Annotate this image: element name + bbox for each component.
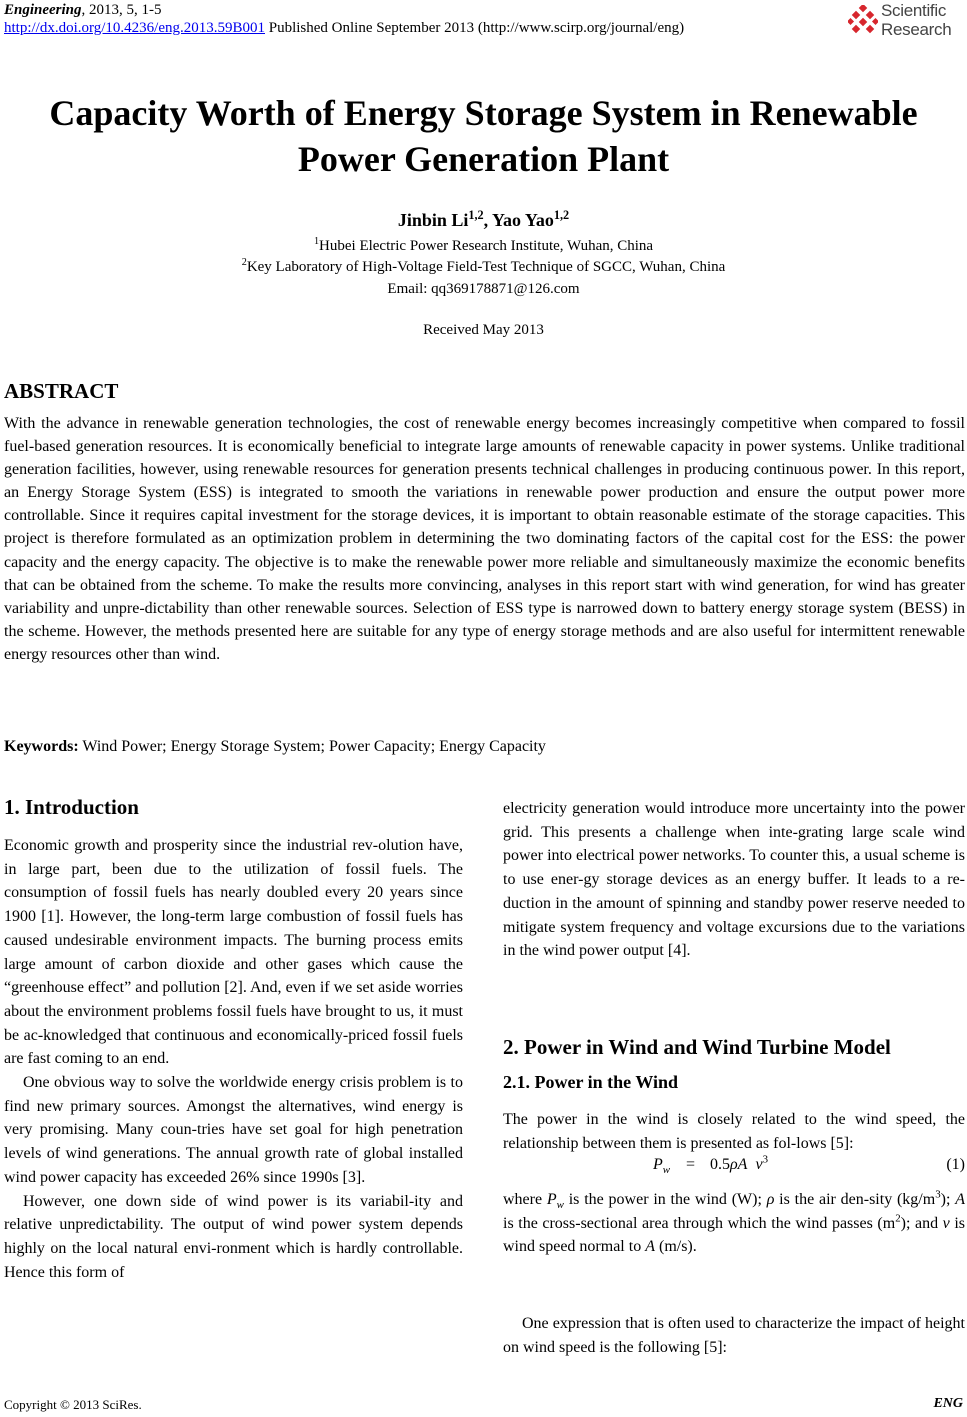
eq-rho-a: ρA [730, 1156, 748, 1173]
equation-rhs [710, 1153, 768, 1174]
scientific-research-logo [848, 1, 966, 43]
where-a2: A [645, 1238, 655, 1256]
eq-exponent: 3 [762, 1153, 768, 1166]
equation-lhs [653, 1156, 671, 1177]
section-2-where-paragraph [503, 1188, 965, 1259]
logo-line2: Research [881, 20, 952, 39]
journal-name: Engineering [4, 2, 82, 18]
where-t3: is the air den-sity (kg/m [774, 1191, 936, 1208]
paper-title [0, 90, 967, 182]
title-line2: Power Generation Plant [297, 139, 670, 179]
published-info: Published Online September 2013 (http://www.scirp.org/journal/eng) [264, 20, 685, 36]
eq-lhs-subscript: w [662, 1164, 671, 1177]
abstract-text: With the advance in renewable generation technologies, the cost of renewable energy becomes increasingly competitive when compared to fossil fuel-based generation resources. It is economically beneficial to integrate large amounts of renewable capacity in power systems. Unlike traditional generation facilities, however, using renewable resources for generation presents technical challenges in producing continuous power. In this report, an Energy Storage System (ESS) is integrated to smooth the variations in renewable power production and ensure the output power more controllable. Since it requires capital investment for the storage devices, it is important to obtain reasonable estimate of the storage capacities. This project is therefore formulated as an optimization problem in determining the two dominating factors of the capital cost for the ESS: the power capacity and the energy capacity. The objective is to make the renewable power more reliable and simultaneously maximize the economic benefits that can be obtained from the scheme. To make the results more convincing, analyses in this report start with wind generation, for wind has greater variability and unpre-dictability than other renewable sources. Selection of ESS type is narrowed down to battery energy storage system (BESS) in the scheme. However, the methods presented here are suitable for any type of energy storage methods and are also useful for intermittent renewable energy resources other than wind. [4, 415, 965, 663]
where-rho: ρ [766, 1191, 775, 1208]
intro-paragraph-2: One obvious way to solve the worldwide energy crisis problem is to find new primary sources. Amongst the alternatives, wind energy is very promising. Many coun-tries have set goal for high penetration levels of wind generations. The annual growth rate of global installed wind power capacity has exceeded 26% since 1990s [3]. [4, 1074, 463, 1186]
equation-1 [503, 1153, 965, 1180]
publication-line [4, 20, 684, 37]
subsection-2-1-heading: 2.1. Power in the Wind [503, 1072, 679, 1092]
where-p: P [546, 1191, 557, 1208]
where-p-sub: w [556, 1199, 564, 1212]
author-1: Jinbin Li [397, 210, 469, 230]
where-t7: is wind speed normal to [503, 1214, 966, 1256]
where-t2: is the power in the wind (W); [563, 1191, 767, 1208]
affiliation-1-text: Hubei Electric Power Research Institute, Wuhan, China [319, 238, 654, 254]
affiliation-1 [0, 238, 967, 255]
equation-number: (1) [946, 1156, 965, 1173]
authors [0, 210, 967, 231]
affiliation-2-mark: 2 [241, 257, 247, 268]
abstract-heading: ABSTRACT [4, 379, 119, 403]
title-line1: Capacity Worth of Energy Storage System in Renewable [49, 93, 918, 133]
journal-volume: , 2013, 5, 1-5 [81, 2, 162, 18]
section-2-heading: 2. Power in Wind and Wind Turbine Model [503, 1035, 891, 1059]
journal-header [4, 2, 162, 19]
author-email: Email: qq369178871@126.com [387, 281, 580, 297]
where-t1: where [503, 1191, 547, 1208]
keywords-label: Keywords: [4, 738, 79, 755]
where-a: A [955, 1191, 965, 1208]
footer-journal-abbr: ENG [933, 1396, 963, 1411]
eq-lhs-symbol: P [653, 1156, 663, 1173]
section-2-paragraph-3: One expression that is often used to characterize the impact of height on wind speed is the following [5]: [503, 1315, 965, 1356]
logo-line1: Scientific [881, 1, 947, 20]
intro-paragraph-1: Economic growth and prosperity since the industrial rev-olution have, in large part, been due to the utilization of fossil fuels. The consumption of fossil fuels has nearly doubled every 20 years since 1900 [1]. However, the long-term large combustion of fossil fuels has caused undesirable environment impacts. The burning process emits large amount of carbon dioxide and other gases which cause the “greenhouse effect” and pollution [2]. And, even if we set aside worries about the environment problems fossil fuels have brought to us, it must be ac-knowledged that continuous and economically-priced fossil fuels are fast coming to an end. [4, 837, 463, 1068]
where-t4: ); [940, 1191, 956, 1208]
where-t6: ); and [900, 1214, 943, 1232]
logo-text [881, 1, 951, 39]
logo-diamond-icon [848, 5, 878, 35]
author-2-affil: 1,2 [553, 208, 570, 222]
copyright: Copyright © 2013 SciRes. [4, 1397, 142, 1412]
keywords [4, 738, 546, 756]
where-t8: (m/s). [654, 1238, 697, 1256]
affiliation-2-text: Key Laboratory of High-Voltage Field-Test Technique of SGCC, Wuhan, China [246, 259, 726, 275]
eq-v: v [755, 1156, 763, 1173]
where-t5: is the cross-sectional area through which the wind passes (m [503, 1214, 896, 1232]
left-column [4, 834, 463, 1284]
where-sup3: 3 [935, 1188, 941, 1201]
author-separator: , [483, 210, 493, 230]
affiliation-2 [0, 259, 967, 276]
where-v: v [942, 1214, 950, 1232]
intro-paragraph-3-continued: electricity generation would introduce more uncertainty into the power grid. This presents a challenge when inte-grating large scale wind power into electrical power networks. To counter this, a usual scheme is to use ener-gy storage devices as an energy buffer. It leads to a re-duction in the amount of spinning and standby power reserve needed to mitigate system frequency and voltage excursions due to the variations in the wind power output [4]. [503, 800, 965, 960]
section-1-heading: 1. Introduction [4, 795, 139, 819]
intro-paragraph-3: However, one down side of wind power is its variabil-ity and relative unpredictability. The output of wind power system depends highly on the local natural envi-ronment which is hardly controllable. Hence this form of [4, 1192, 463, 1281]
section-2-paragraph-1: The power in the wind is closely related to the wind speed, the relationship between them is presented as fol-lows [5]: [503, 1111, 965, 1152]
where-sup2: 2 [895, 1212, 901, 1225]
eq-coefficient: 0.5 [710, 1156, 730, 1173]
author-1-affil: 1,2 [468, 208, 484, 222]
author-2: Yao Yao [492, 210, 554, 230]
keywords-text: Wind Power; Energy Storage System; Power Capacity; Energy Capacity [78, 738, 546, 755]
affiliation-1-mark: 1 [313, 236, 320, 247]
doi-link[interactable]: http://dx.doi.org/10.4236/eng.2013.59B001 [4, 20, 265, 36]
received-date: Received May 2013 [423, 322, 544, 338]
equation-equals: = [686, 1156, 696, 1173]
